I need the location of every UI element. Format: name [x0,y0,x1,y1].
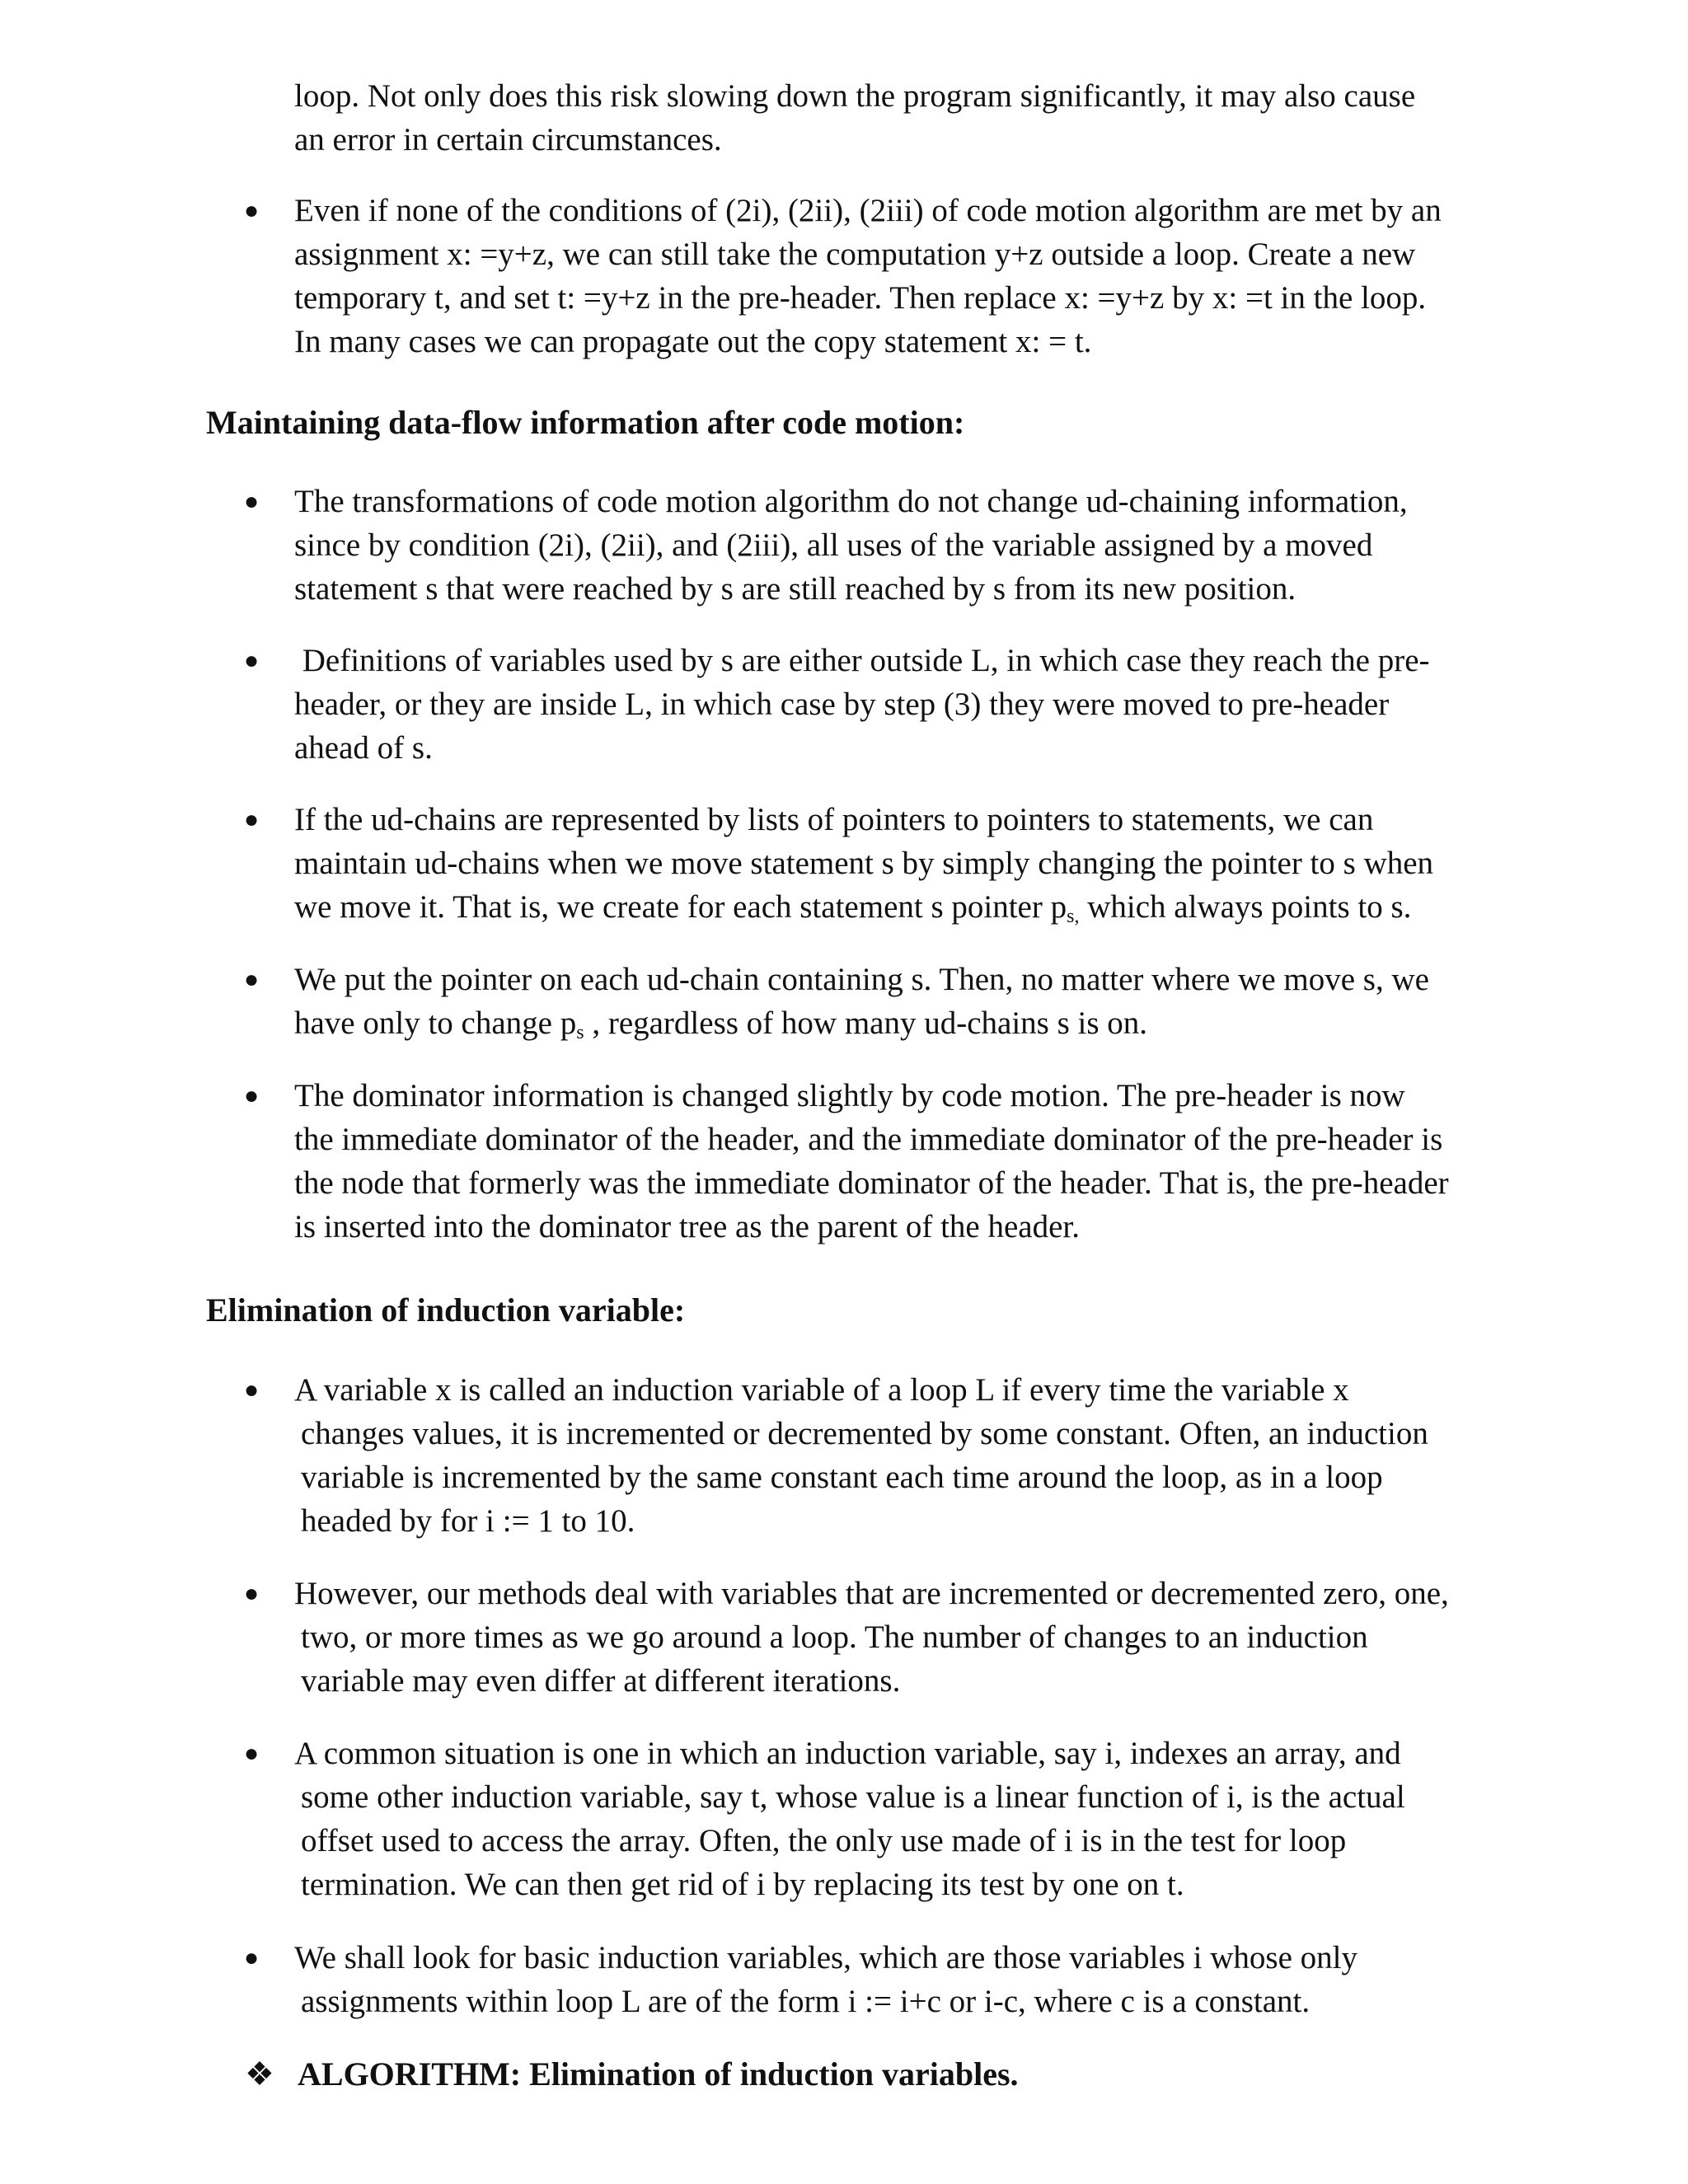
section-heading-data-flow: Maintaining data-flow information after code motion: [206,404,965,441]
text-line: variable may even differ at different iterations. [301,1663,901,1699]
bullet-icon: ● [244,1740,260,1767]
text-line [294,1001,1429,1045]
text-line: In many cases we can propagate out the copy statement x: = t. [294,324,1092,359]
text-line: variable is incremented by the same constant each time around the loop, as in a loop [301,1460,1383,1495]
diamond-bullet-icon: ❖ [245,2055,274,2093]
text-line [294,885,1433,929]
list-item [294,798,1433,929]
text-line: However, our methods deal with variables that are incremented or decremented zero, one, [294,1576,1449,1611]
text-line: statement s that were reached by s are still reached by s from its new position. [294,571,1296,607]
section-heading-induction-variable: Elimination of induction variable: [206,1291,686,1329]
subscript: s [576,1022,584,1043]
algorithm-title: ALGORITHM: Elimination of induction variables. [298,2055,1019,2093]
text-line: The dominator information is changed slightly by code motion. The pre-header is now [294,1078,1405,1113]
text-fragment: , regardless of how many ud-chains s is on. [584,1005,1148,1041]
list-item [294,1936,1357,2023]
text-line: an error in certain circumstances. [294,122,722,157]
bullet-icon: ● [244,647,260,674]
bullet-icon: ● [244,197,260,224]
bullet-icon: ● [244,1944,260,1971]
text-line: offset used to access the array. Often, the only use made of i is in the test for loop [301,1823,1347,1858]
text-line: Definitions of variables used by s are either outside L, in which case they reach the pre- [294,643,1430,678]
list-item [294,1074,1449,1249]
text-line: If the ud-chains are represented by lists of pointers to pointers to statements, we can [294,802,1374,837]
text-line: the node that formerly was the immediate dominator of the header. That is, the pre-header [294,1165,1449,1201]
text-fragment: we move it. That is, we create for each statement s pointer p [294,889,1067,925]
text-line: ahead of s. [294,730,433,766]
bullet-icon: ● [244,1580,260,1607]
text-fragment: which always points to s. [1079,889,1412,925]
text-fragment: have only to change p [294,1005,577,1041]
list-item [294,1732,1405,1906]
list-item [294,958,1429,1045]
bullet-icon: ● [244,806,260,833]
text-line: termination. We can then get rid of i by replacing its test by one on t. [301,1867,1184,1902]
text-line: maintain ud-chains when we move statement s by simply changing the pointer to s when [294,846,1434,881]
text-line: Even if none of the conditions of (2i), (2ii), (2iii) of code motion algorithm are met by an [294,193,1442,228]
text-line: two, or more times as we go around a loop. The number of changes to an induction [301,1619,1368,1655]
bullet-icon: ● [244,488,260,515]
continuation-paragraph [294,74,1415,162]
text-line: loop. Not only does this risk slowing down the program significantly, it may also cause [294,78,1416,114]
text-line: A common situation is one in which an induction variable, say i, indexes an array, and [294,1736,1401,1771]
bullet-icon: ● [244,1082,260,1109]
text-line: assignment x: =y+z, we can still take the computation y+z outside a loop. Create a new [294,237,1416,272]
bullet-icon: ● [244,966,260,993]
text-line: We put the pointer on each ud-chain containing s. Then, no matter where we move s, we [294,962,1429,997]
text-line: temporary t, and set t: =y+z in the pre-header. Then replace x: =y+z by x: =t in the loop. [294,280,1427,316]
text-line: some other induction variable, say t, whose value is a linear function of i, is the actual [301,1779,1405,1815]
text-line: The transformations of code motion algorithm do not change ud-chaining information, [294,484,1408,519]
list-item [294,639,1430,770]
text-line: is inserted into the dominator tree as the parent of the header. [294,1209,1081,1244]
list-item [294,1368,1428,1543]
text-line: We shall look for basic induction variables, which are those variables i whose only [294,1940,1358,1975]
text-line: A variable x is called an induction variable of a loop L if every time the variable x [294,1372,1349,1408]
list-item [294,480,1408,611]
text-line: since by condition (2i), (2ii), and (2iii), all uses of the variable assigned by a moved [294,527,1373,563]
list-item [294,1572,1449,1703]
subscript: s, [1067,906,1080,927]
text-line: headed by for i := 1 to 10. [301,1503,635,1539]
algorithm-heading [245,2052,1019,2096]
text-line: the immediate dominator of the header, and the immediate dominator of the pre-header is [294,1122,1443,1157]
text-line: assignments within loop L are of the form i := i+c or i-c, where c is a constant. [301,1984,1311,2019]
intro-bullet-paragraph [294,189,1442,363]
bullet-icon: ● [244,1376,260,1404]
text-line: changes values, it is incremented or decremented by some constant. Often, an induction [301,1416,1428,1451]
text-line: header, or they are inside L, in which case by step (3) they were moved to pre-header [294,687,1390,722]
